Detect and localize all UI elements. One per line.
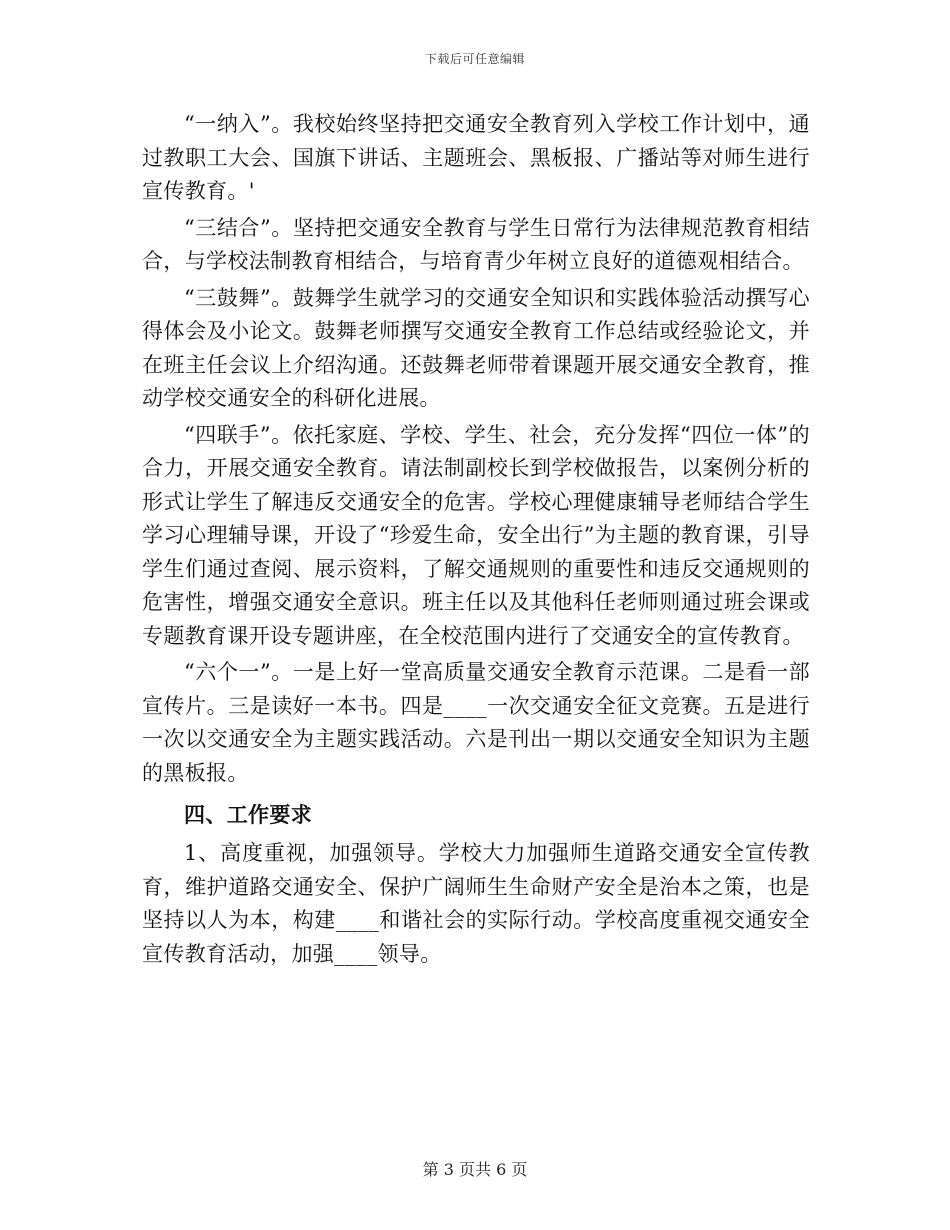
paragraph-yi-na-ru: “一纳入”。我校始终坚持把交通安全教育列入学校工作计划中，通过教职工大会、国旗下讲话、主题班会、黑板报、广播站等对师生进行宣传教育。' (142, 112, 810, 203)
paragraph-san-gu-wu: “三鼓舞”。鼓舞学生就学习的交通安全知识和实践体验活动撰写心得体会及小论文。鼓舞老师撰写交通安全教育工作总结或经验论文，并在班主任会议上介绍沟通。还鼓舞老师带着课题开展交通安全教育，推动学校交通安全的科研化进展。 (142, 285, 810, 410)
paragraph-san-jie-he: “三结合”。坚持把交通安全教育与学生日常行为法律规范教育相结合，与学校法制教育相结合，与培育青少年树立良好的道德观相结合。 (142, 215, 810, 273)
page-header: 下载后可任意编辑 (424, 52, 525, 66)
paragraph-liu-ge-yi: “六个一”。一是上好一堂高质量交通安全教育示范课。二是看一部宣传片。三是读好一本书。四是____一次交通安全征文竞赛。五是进行一次以交通安全为主题实践活动。六是刊出一期以交通安全知识为主题的黑板报。 (142, 660, 810, 785)
paragraph-si-lian-shou: “四联手”。依托家庭、学校、学生、社会，充分发挥“四位一体”的合力，开展交通安全教育。请法制副校长到学校做报告，以案例分析的形式让学生了解违反交通安全的危害。学校心理健康辅导老师结合学生学习心理辅导课，开设了“珍爱生命，安全出行”为主题的教育课，引导学生们通过查阅、展示资料，了解交通规则的重要性和违反交通规则的危害性，增强交通安全意识。班主任以及其他科任老师则通过班会课或专题教育课开设专题讲座，在全校范围内进行了交通安全的宣传教育。 (142, 422, 810, 648)
document-body (142, 108, 810, 974)
section-heading-work-requirements: 四、工作要求 (184, 802, 313, 827)
paragraph-requirement-1: 1、高度重视，加强领导。学校大力加强师生道路交通安全宣传教育，维护道路交通安全、保护广阔师生生命财产安全是治本之策，也是坚持以人为本，构建____和谐社会的实际行动。学校高度重视交通安全宣传教育活动，加强____领导。 (142, 841, 810, 966)
page-footer: 第 3 页共 6 页 (422, 1160, 528, 1179)
